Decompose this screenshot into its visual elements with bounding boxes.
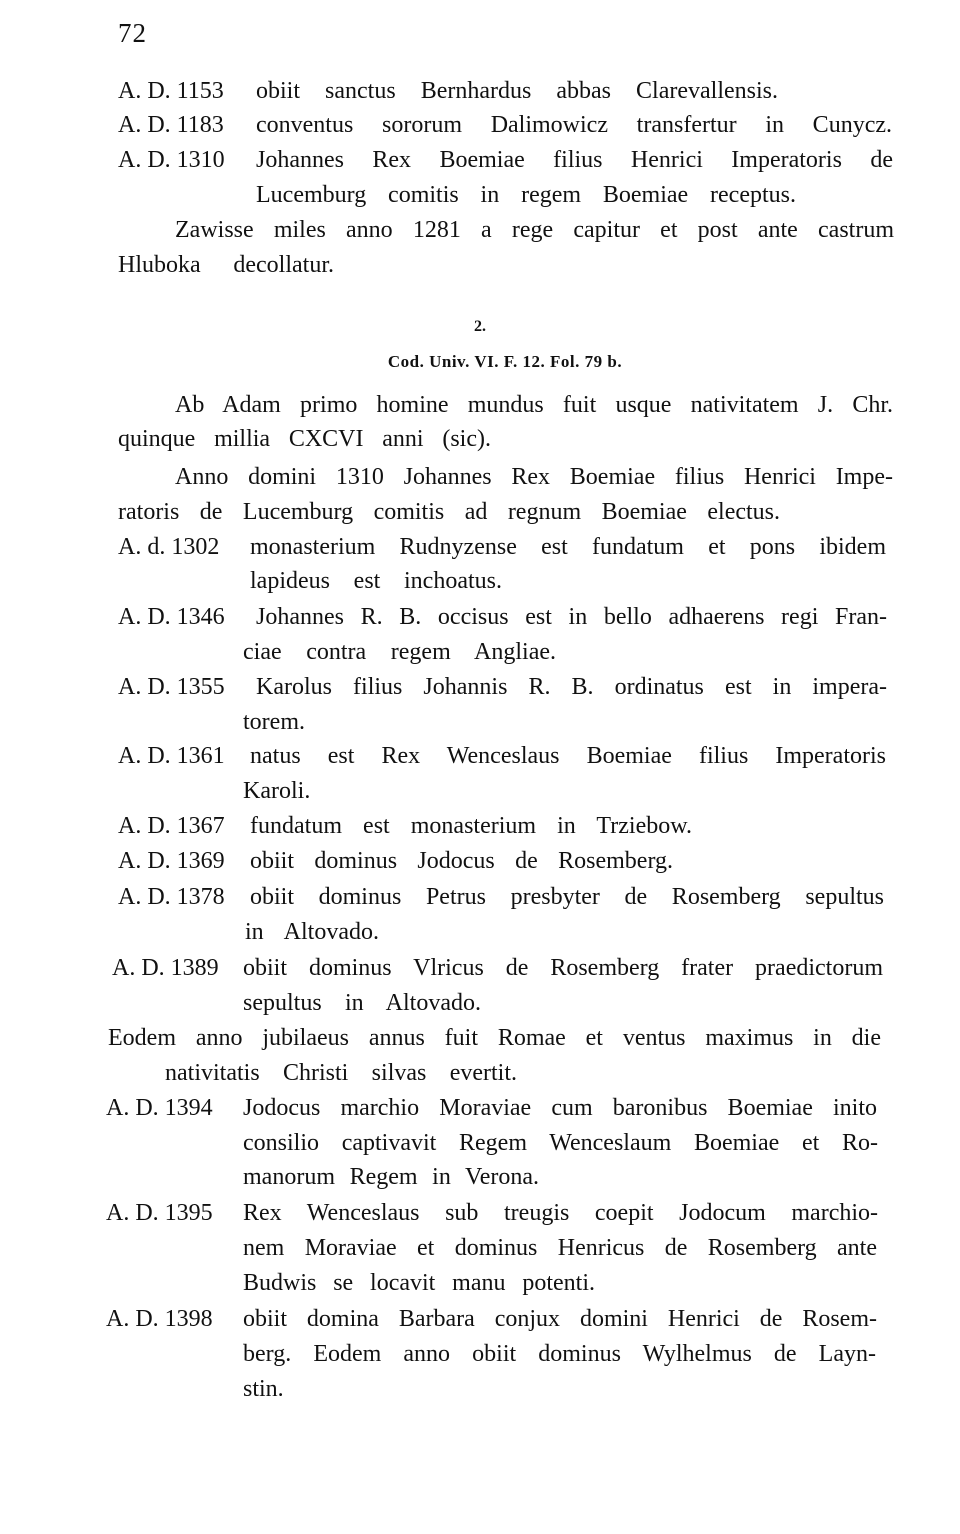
text-line: Johannes Rex Boemiae filius Henrici Imperatoris de <box>256 147 893 173</box>
entry-date-label: A. D. 1361 <box>118 743 225 769</box>
text-line: Johannes R. B. occisus est in bello adhaerens regi Fran- <box>256 604 887 630</box>
text-line: Lucemburg comitis in regem Boemiae receptus. <box>256 182 796 208</box>
text-line: obiit sanctus Bernhardus abbas Clarevallensis. <box>256 78 778 104</box>
page-number: 72 <box>118 18 147 48</box>
text-line: ratoris de Lucemburg comitis ad regnum Boemiae electus. <box>118 499 780 525</box>
entry-date-label: A. D. 1369 <box>118 848 225 874</box>
entry-date-label: A. D. 1310 <box>118 147 225 173</box>
text-line: monasterium Rudnyzense est fundatum et pons ibidem <box>250 534 886 560</box>
text-line: obiit domina Barbara conjux domini Henrici de Rosem- <box>243 1306 877 1332</box>
text-line: Jodocus marchio Moraviae cum baronibus Boemiae inito <box>243 1095 877 1121</box>
text-line: Budwis se locavit manu potenti. <box>243 1270 595 1296</box>
text-line: quinque millia CXCVI anni (sic). <box>118 426 491 452</box>
entry-date-label: A. D. 1378 <box>118 884 225 910</box>
source-reference: Cod. Univ. VI. F. 12. Fol. 79 b. <box>387 352 623 371</box>
entry-date-label: A. D. 1398 <box>106 1306 213 1332</box>
text-line: consilio captivavit Regem Wenceslaum Boemiae et Ro- <box>243 1130 878 1156</box>
text-line: nativitatis Christi silvas evertit. <box>165 1060 517 1086</box>
text-line: Rex Wenceslaus sub treugis coepit Jodocum marchio- <box>243 1200 878 1226</box>
text-line: nem Moraviae et dominus Henricus de Rosemberg ante <box>243 1235 877 1261</box>
text-line: Anno domini 1310 Johannes Rex Boemiae filius Henrici Impe- <box>175 464 893 490</box>
text-line: obiit dominus Petrus presbyter de Rosemberg sepultus <box>250 884 884 910</box>
text-line: ciae contra regem Angliae. <box>243 639 556 665</box>
text-line: natus est Rex Wenceslaus Boemiae filius Imperatoris <box>250 743 886 769</box>
text-line: Karoli. <box>243 778 311 804</box>
text-line: lapideus est inchoatus. <box>250 568 502 594</box>
entry-date-label: A. d. 1302 <box>118 534 220 560</box>
text-line: stin. <box>243 1376 284 1402</box>
text-line: Eodem anno jubilaeus annus fuit Romae et ventus maximus in die <box>108 1025 881 1051</box>
text-line: in Altovado. <box>245 919 379 945</box>
entry-date-label: A. D. 1394 <box>106 1095 213 1121</box>
entry-date-label: A. D. 1355 <box>118 674 225 700</box>
text-line: conventus sororum Dalimowicz transfertur in Cunycz. <box>256 112 892 138</box>
section-number: 2. <box>474 318 486 335</box>
text-line: Ab Adam primo homine mundus fuit usque nativitatem J. Chr. <box>175 392 893 418</box>
text-line: fundatum est monasterium in Trziebow. <box>250 813 692 839</box>
entry-date-label: A. D. 1153 <box>118 78 224 104</box>
text-line: Zawisse miles anno 1281 a rege capitur et post ante castrum <box>175 217 894 243</box>
text-line: obiit dominus Jodocus de Rosemberg. <box>250 848 673 874</box>
entry-date-label: A. D. 1395 <box>106 1200 213 1226</box>
text-line: berg. Eodem anno obiit dominus Wylhelmus de Layn- <box>243 1341 876 1367</box>
entry-date-label: A. D. 1367 <box>118 813 225 839</box>
text-line: Hluboka decollatur. <box>118 252 334 278</box>
entry-date-label: A. D. 1346 <box>118 604 225 630</box>
text-line: manorum Regem in Verona. <box>243 1164 539 1190</box>
text-line: torem. <box>243 709 305 735</box>
text-line: obiit dominus Vlricus de Rosemberg frater praedictorum <box>243 955 883 981</box>
entry-date-label: A. D. 1183 <box>118 112 224 138</box>
text-line: Karolus filius Johannis R. B. ordinatus est in impera- <box>256 674 887 700</box>
text-line: sepultus in Altovado. <box>243 990 481 1016</box>
entry-date-label: A. D. 1389 <box>112 955 219 981</box>
